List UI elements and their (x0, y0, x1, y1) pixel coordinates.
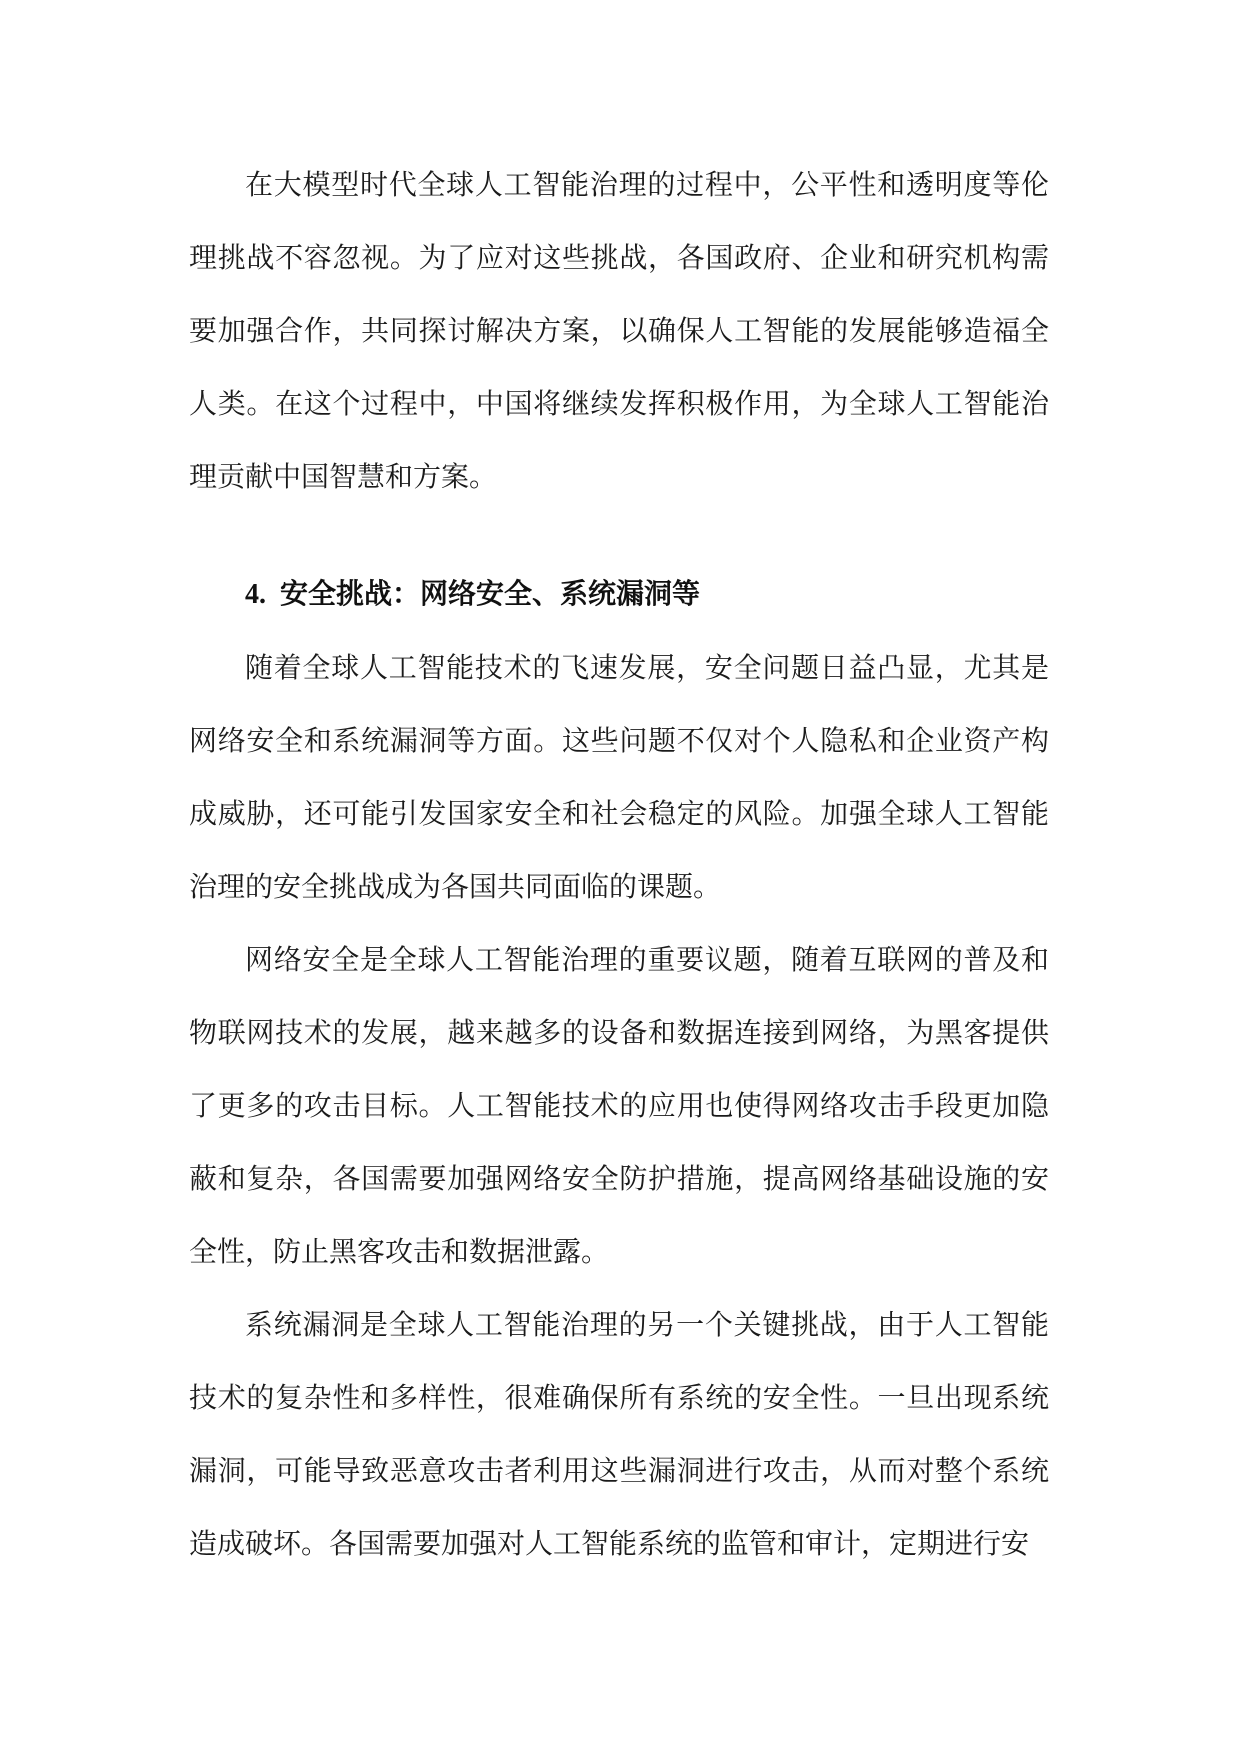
paragraph-security-intro: 随着全球人工智能技术的飞速发展，安全问题日益凸显，尤其是网络安全和系统漏洞等方面。这些问题不仅对个人隐私和企业资产构成威胁，还可能引发国家安全和社会稳定的风险。加强全球人工智能治理的安全挑战成为各国共同面临的课题。 (189, 651, 1049, 903)
section-heading (189, 557, 1049, 631)
document-body (189, 148, 1049, 1580)
paragraph-network-security: 网络安全是全球人工智能治理的重要议题，随着互联网的普及和物联网技术的发展，越来越多的设备和数据连接到网络，为黑客提供了更多的攻击目标。人工智能技术的应用也使得网络攻击手段更加隐蔽和复杂，各国需要加强网络安全防护措施，提高网络基础设施的安全性，防止黑客攻击和数据泄露。 (189, 943, 1049, 1268)
paragraph-ethics-summary: 在大模型时代全球人工智能治理的过程中，公平性和透明度等伦理挑战不容忽视。为了应对这些挑战，各国政府、企业和研究机构需要加强合作，共同探讨解决方案，以确保人工智能的发展能够造福全人类。在这个过程中，中国将继续发挥积极作用，为全球人工智能治理贡献中国智慧和方案。 (189, 168, 1049, 493)
paragraph-system-vulnerability: 系统漏洞是全球人工智能治理的另一个关键挑战，由于人工智能技术的复杂性和多样性，很难确保所有系统的安全性。一旦出现系统漏洞，可能导致恶意攻击者利用这些漏洞进行攻击，从而对整个系统造成破坏。各国需要加强对人工智能系统的监管和审计，定期进行安 (189, 1308, 1049, 1560)
section-number: 4. (245, 579, 266, 610)
section-title: 安全挑战：网络安全、系统漏洞等 (280, 577, 701, 610)
